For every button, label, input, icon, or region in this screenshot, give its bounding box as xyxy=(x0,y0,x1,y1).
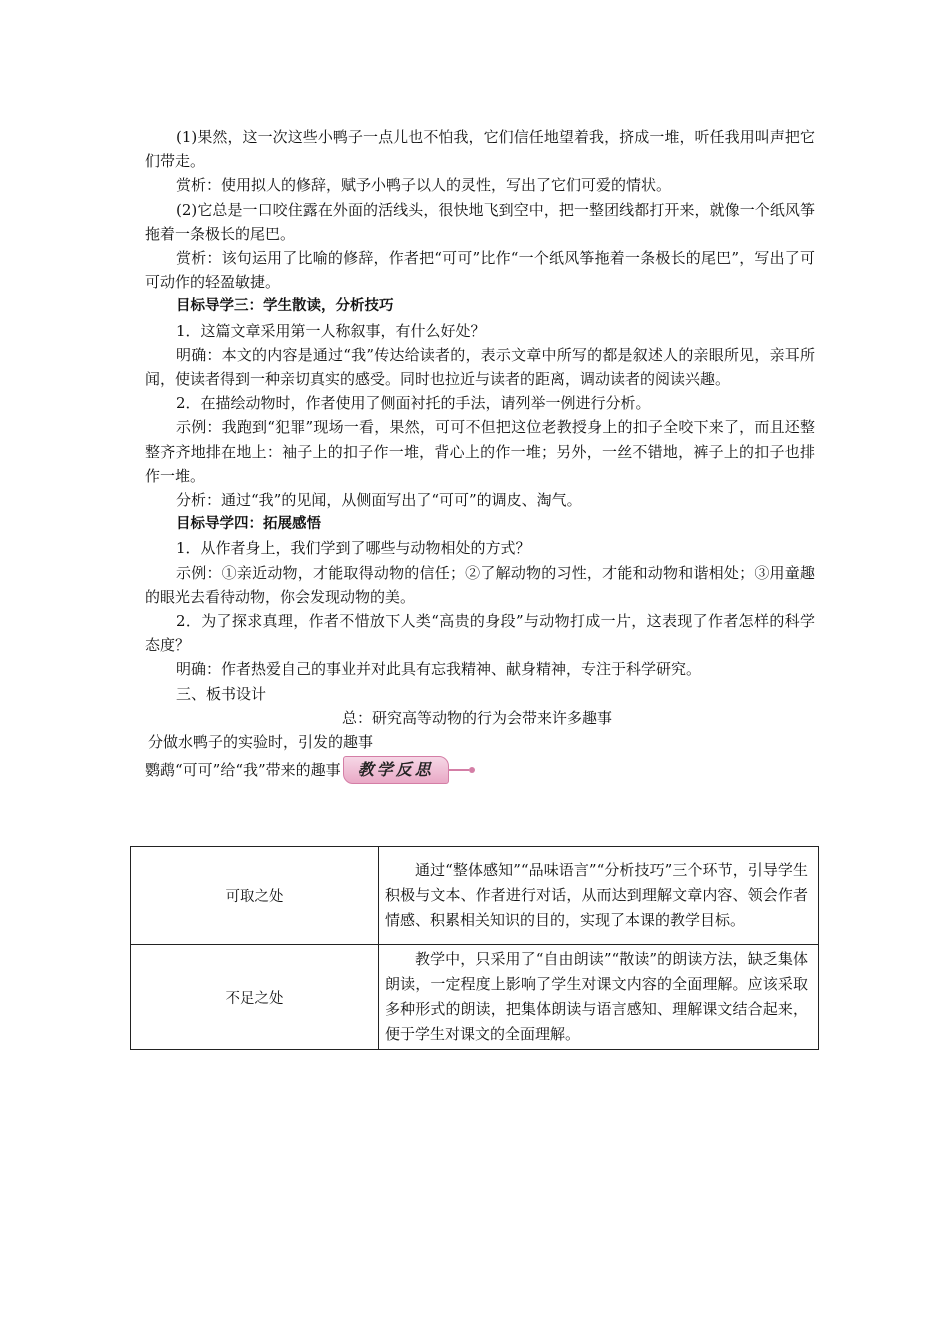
table-row xyxy=(131,847,819,945)
paragraph: 三、板书设计 xyxy=(176,684,267,703)
paragraph: 1．这篇文章采用第一人称叙事，有什么好处？ xyxy=(176,321,486,340)
badge-decor-dot xyxy=(469,767,475,773)
row-label: 可取之处 xyxy=(131,847,379,945)
paragraph: 赏析：该句运用了比喻的修辞，作者把“可可”比作“一个纸风筝拖着一条极长的尾巴”，写出了可可动作的轻盈敏捷。 xyxy=(145,249,815,292)
lesson-body xyxy=(145,125,815,786)
paragraph: 2．为了探求真理，作者不惜放下人类“高贵的身段”与动物打成一片，这表现了作者怎样的科学态度？ xyxy=(145,612,815,655)
board-last-row xyxy=(145,754,815,786)
paragraph: 明确：作者热爱自己的事业并对此具有忘我精神、献身精神，专注于科学研究。 xyxy=(176,660,702,679)
lesson-lines xyxy=(145,125,815,754)
section-heading: 目标导学三：学生散读，分析技巧 xyxy=(176,298,394,315)
row-label: 不足之处 xyxy=(131,945,379,1050)
paragraph: 1．从作者身上，我们学到了哪些与动物相处的方式？ xyxy=(176,539,531,558)
paragraph: 赏析：使用拟人的修辞，赋予小鸭子以人的灵性，写出了它们可爱的情状。 xyxy=(176,176,672,195)
paragraph: 2．在描绘动物时，作者使用了侧面衬托的手法，请列举一例进行分析。 xyxy=(176,394,651,413)
paragraph: 分析：通过“我”的见闻，从侧面写出了“可可”的调皮、淘气。 xyxy=(176,491,582,510)
badge-decor-line xyxy=(449,769,469,771)
board-line-parrot: 鹦鹉“可可”给“我”带来的趣事 xyxy=(145,761,341,780)
paragraph: 总：研究高等动物的行为会带来许多趣事 xyxy=(342,708,613,727)
paragraph: (1)果然，这一次这些小鸭子一点儿也不怕我，它们信任地望着我，挤成一堆，听任我用叫声把它们带走。 xyxy=(145,128,815,171)
paragraph: (2)它总是一口咬住露在外面的活线头，很快地飞到空中，把一整团线都打开来，就像一个纸风筝拖着一条极长的尾巴。 xyxy=(145,200,815,243)
row-text: 通过“整体感知”“品味语言”“分析技巧”三个环节，引导学生积极与文本、作者进行对话，从而达到理解文章内容、领会作者情感、积累相关知识的目的，实现了本课的教学目标。 xyxy=(379,847,819,945)
paragraph: 明确：本文的内容是通过“我”传达给读者的，表示文章中所写的都是叙述人的亲眼所见，亲耳所闻，使读者得到一种亲切真实的感受。同时也拉近与读者的距离，调动读者的阅读兴趣。 xyxy=(145,345,815,389)
paragraph: 示例：我跑到“犯罪”现场一看，果然，可可不但把这位老教授身上的扣子全咬下来了，而且还整整齐齐地排在地上：袖子上的扣子作一堆，背心上的作一堆；另外，一丝不错地，裤子上的扣子也排作一堆。 xyxy=(145,418,815,485)
section-heading: 目标导学四：拓展感悟 xyxy=(176,516,321,533)
paragraph: 分做水鸭子的实验时，引发的趣事 xyxy=(148,733,374,752)
badge-label: 教学反思 xyxy=(343,756,449,784)
reflection-table xyxy=(130,846,819,1050)
paragraph: 示例：①亲近动物，才能取得动物的信任；②了解动物的习性，才能和动物和谐相处；③用童趣的眼光去看待动物，你会发现动物的美。 xyxy=(145,563,815,606)
table-row xyxy=(131,945,819,1050)
row-text: 教学中，只采用了“自由朗读”“散读”的朗读方法，缺乏集体朗读，一定程度上影响了学生对课文内容的全面理解。应该采取多种形式的朗读，把集体朗读与语言感知、理解课文结合起来，便于学生对课文的全面理解。 xyxy=(379,945,819,1050)
teaching-reflection-badge xyxy=(343,754,475,786)
